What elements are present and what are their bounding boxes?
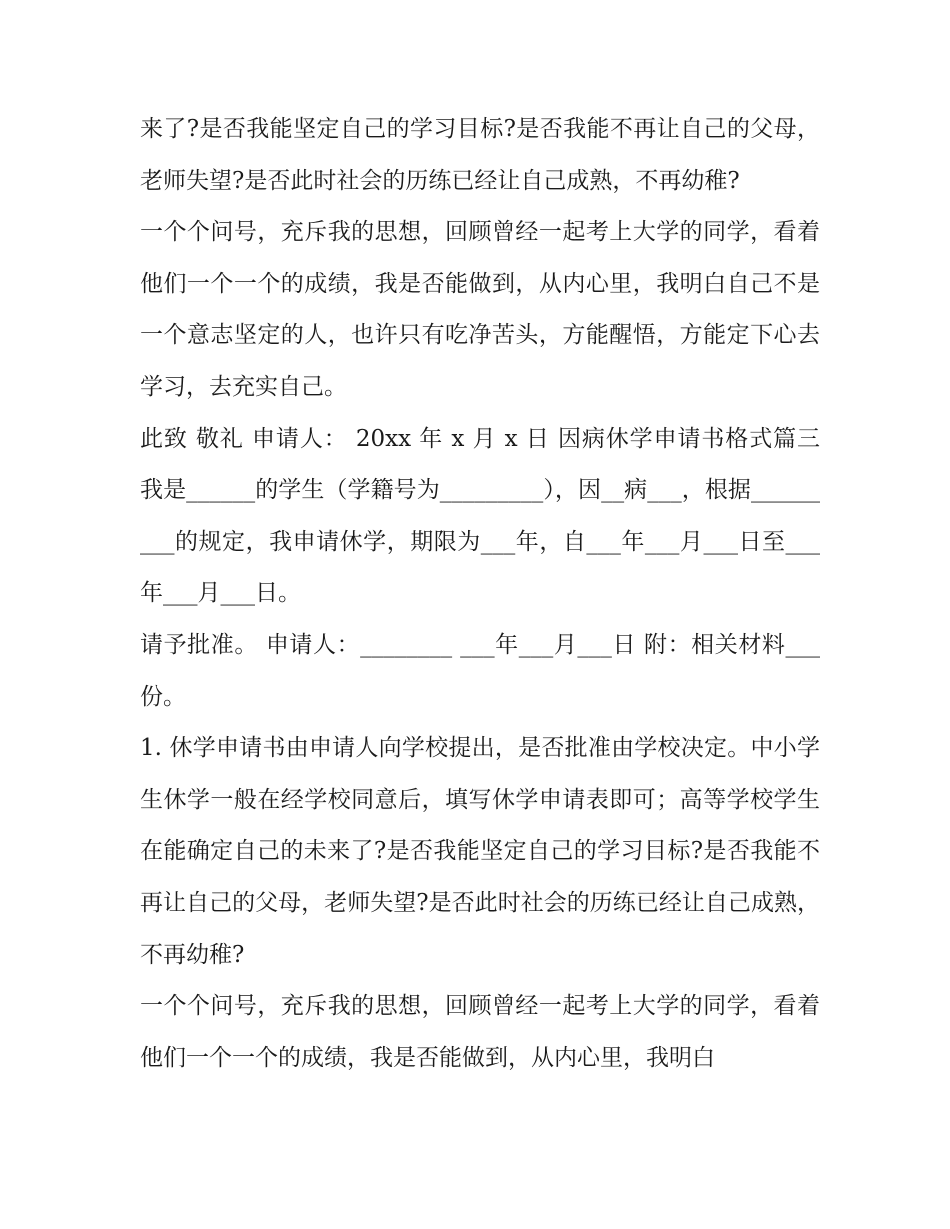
paragraph: 来了?是否我能坚定自己的学习目标?是否我能不再让自己的父母，老师失望?是否此时社会的历练已经让自己成熟，不再幼稚? (140, 116, 820, 194)
paragraph: 1. 休学申请书由申请人向学校提出，是否批准由学校决定。中小学生休学一般在经学校同意后，填写休学申请表即可；高等学校学生在能确定自己的未来了?是否我能坚定自己的学习目标?是否我能不再让自己的父母，老师失望?是否此时社会的历练已经让自己成熟，不再幼稚? (140, 735, 820, 968)
paragraph: 此致 敬礼 申请人： 20xx 年 x 月 x 日 因病休学申请书格式篇三 我是______的学生（学籍号为_________），因__病___，根据_________的规定，我申请休学，期限为___年，自___年___月___日至___年___月___日。 (140, 425, 820, 607)
paragraph: 一个个问号，充斥我的思想，回顾曾经一起考上大学的同学，看着他们一个一个的成绩，我是否能做到，从内心里，我明白 (140, 993, 820, 1071)
paragraph: 一个个问号，充斥我的思想，回顾曾经一起考上大学的同学，看着他们一个一个的成绩，我是否能做到，从内心里，我明白自己不是一个意志坚定的人，也许只有吃净苦头，方能醒悟，方能定下心去学习，去充实自己。 (140, 219, 820, 400)
paragraph: 请予批准。 申请人：________ ___年___月___日 附：相关材料___份。 (140, 631, 820, 710)
body-text (140, 104, 820, 1084)
